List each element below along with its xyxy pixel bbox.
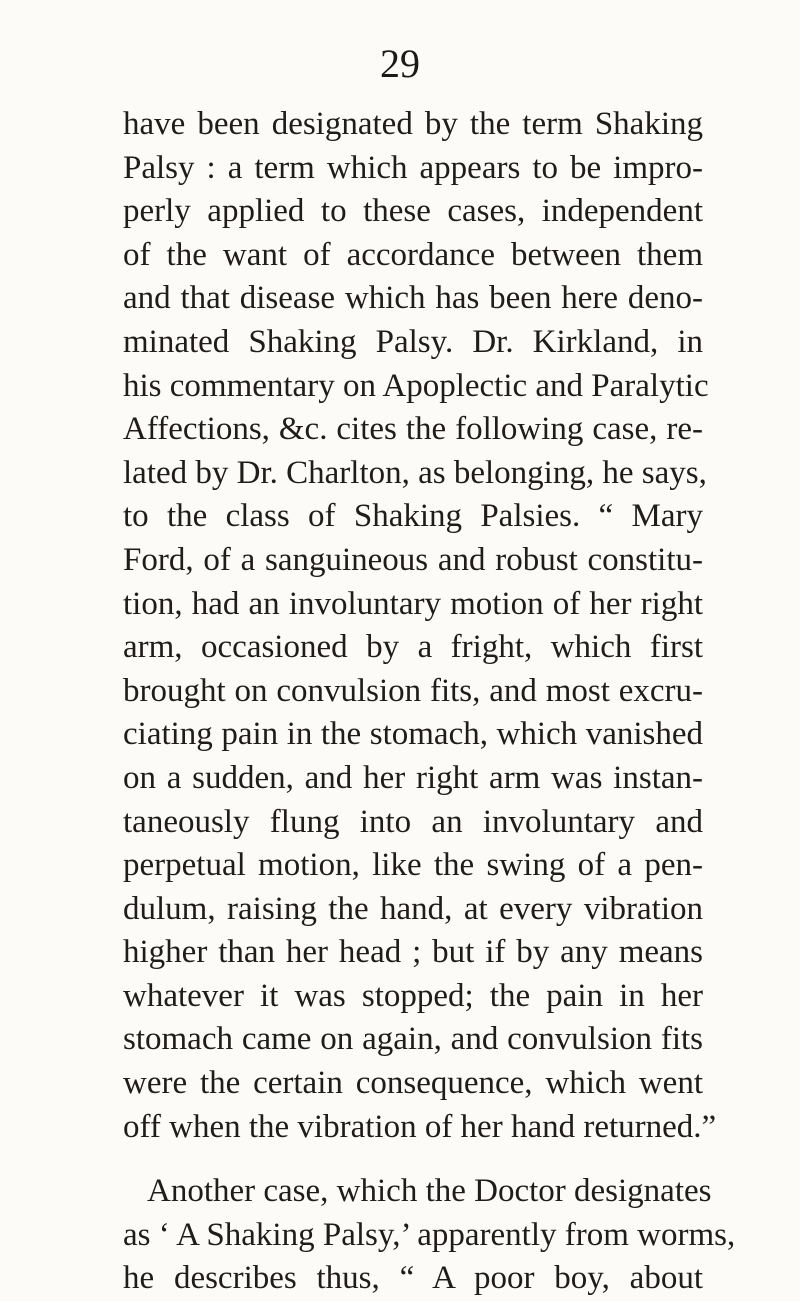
text-line: minated Shaking Palsy. Dr. Kirkland, in xyxy=(123,323,703,360)
paragraph-1 xyxy=(123,103,717,1149)
text-line: Another case, which the Doctor designates xyxy=(147,1173,712,1210)
text-line: taneously flung into an involuntary and xyxy=(123,803,703,840)
text-line: off when the vibration of her hand returned.” xyxy=(123,1108,717,1145)
paragraph-spacing xyxy=(123,1149,703,1170)
text-line: stomach came on again, and convulsion fits xyxy=(123,1021,703,1058)
text-line: have been designated by the term Shaking xyxy=(123,106,703,142)
text-line: Ford, of a sanguineous and robust constitu- xyxy=(123,541,703,578)
text-line: arm, occasioned by a fright, which first xyxy=(123,629,703,666)
text-line: brought on convulsion fits, and most excru- xyxy=(123,672,703,709)
text-line: on a sudden, and her right arm was instan- xyxy=(123,759,703,796)
text-line: were the certain consequence, which went xyxy=(123,1065,703,1102)
text-line: lated by Dr. Charlton, as belonging, he says, xyxy=(123,454,707,491)
text-line: perly applied to these cases, independent xyxy=(123,193,703,230)
text-line: he describes thus, “ A poor boy, about xyxy=(123,1260,703,1297)
text-line: and that disease which has been here deno- xyxy=(123,280,703,317)
body-text xyxy=(123,103,736,1301)
text-line: higher than her head ; but if by any means xyxy=(123,934,703,971)
page-number: 29 xyxy=(380,41,420,86)
text-line: of the want of accordance between them xyxy=(123,236,703,273)
text-line: tion, had an involuntary motion of her right xyxy=(123,585,703,622)
text-line: to the class of Shaking Palsies. “ Mary xyxy=(123,498,703,535)
paragraph-2 xyxy=(123,1170,736,1301)
text-line: perpetual motion, like the swing of a pen- xyxy=(123,847,703,884)
text-line: dulum, raising the hand, at every vibration xyxy=(123,890,703,927)
text-line: as ‘ A Shaking Palsy,’ apparently from worms, xyxy=(123,1216,736,1253)
text-line: his commentary on Apoplectic and Paralytic xyxy=(123,367,709,404)
text-line: Affections, &c. cites the following case, re- xyxy=(123,411,703,448)
text-line: whatever it was stopped; the pain in her xyxy=(123,977,703,1014)
text-line: ciating pain in the stomach, which vanished xyxy=(123,716,703,753)
text-line: Palsy : a term which appears to be impro- xyxy=(123,149,703,186)
